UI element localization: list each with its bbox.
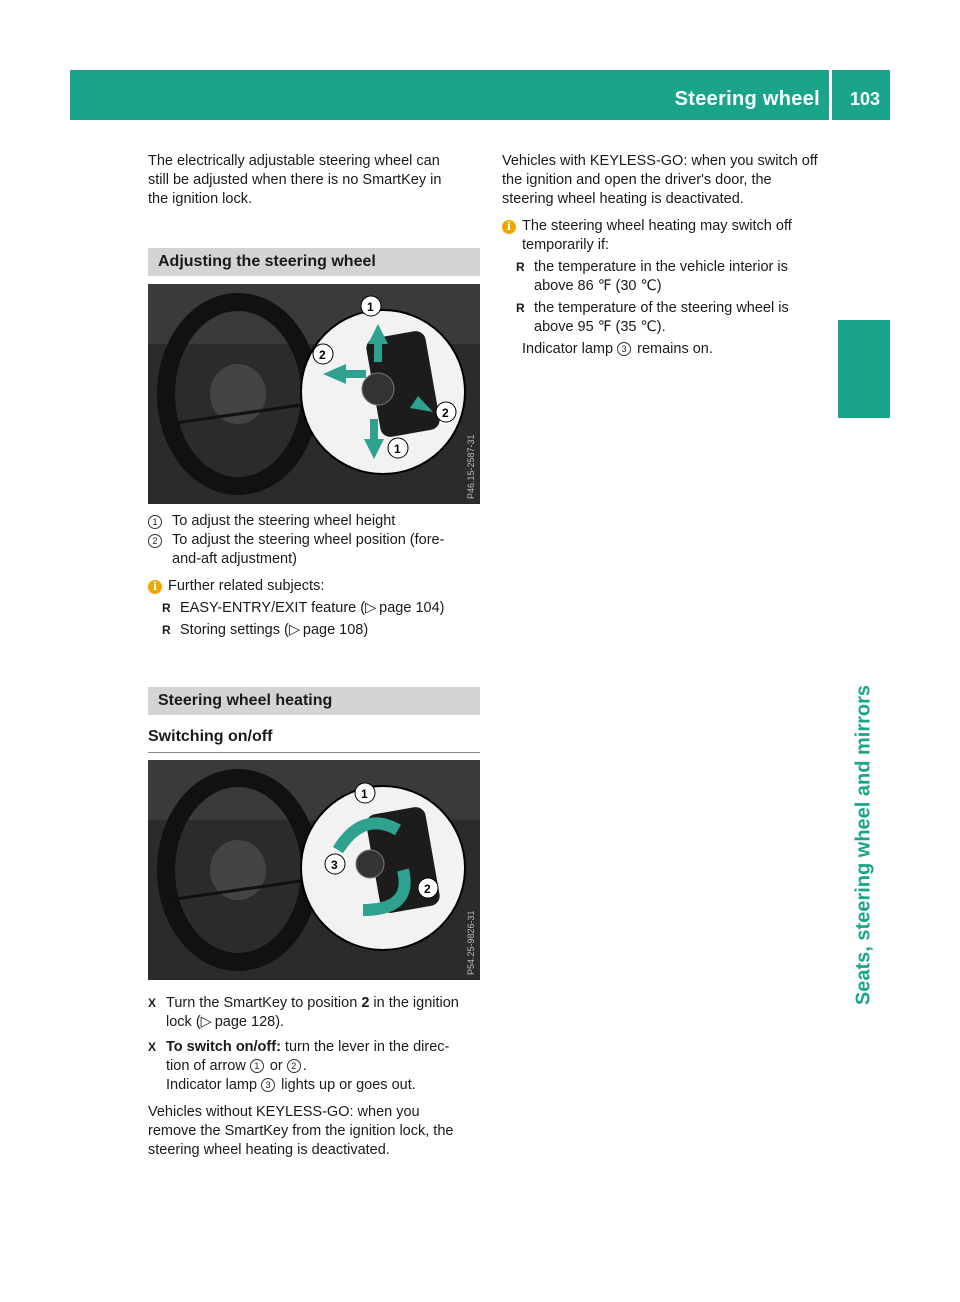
steering-heating-illustration [148,760,480,980]
step-text: turn the lever in the direc- [280,1039,450,1055]
steps-block [148,994,480,1160]
svg-text:2: 2 [442,406,449,420]
info-title: Further related subjects: [168,578,325,594]
instruction-step [148,1038,480,1095]
legend-item [148,512,480,531]
condition-text: the temperature in the vehicle interior is [534,259,788,275]
related-text: Storing settings ( [180,622,289,638]
intro-line: The electrically adjustable steering wheel can [148,153,440,169]
condition-text: the temperature of the steering wheel is [534,300,789,316]
intro-paragraph [148,152,480,209]
instruction-step [148,994,480,1032]
legend-text: To adjust the steering wheel position (fore- [172,532,445,548]
step-text: or [265,1058,287,1074]
keyless-line: the ignition and open the driver's door, the [502,172,772,188]
steering-adjust-illustration [148,284,480,504]
keyless-line: Vehicles with KEYLESS-GO: when you switch off [502,153,818,169]
svg-text:2: 2 [424,882,431,896]
figure-steering-heating [148,760,480,980]
step-text: Turn the SmartKey to position [166,995,362,1011]
legend-item [148,531,480,569]
indicator-note [502,340,834,359]
page-ref-arrow-icon: ▷ [365,600,377,616]
svg-text:3: 3 [331,858,338,872]
condition-item [516,299,834,337]
header-bar [70,70,890,120]
outro-paragraph [148,1103,480,1160]
related-text: EASY-ENTRY/EXIT feature ( [180,600,366,616]
header-title: Steering wheel [674,88,820,110]
callout-number: 3 [261,1078,275,1092]
outro-line: steering wheel heating is deactivated. [148,1142,390,1158]
svg-text:1: 1 [361,787,368,801]
step-text: . [302,1058,307,1074]
figure-code: P54.25-9826-31 [466,910,476,975]
svg-text:1: 1 [367,300,374,314]
indicator-text: remains on. [633,341,713,357]
keyless-paragraph [502,152,834,209]
page-number: 103 [849,89,880,109]
page-ref[interactable]: page 104) [379,600,445,616]
info-icon: i [502,220,516,234]
info-text: temporarily if: [522,237,610,253]
right-column [502,152,834,359]
callout-number: 1 [148,515,162,529]
page-ref[interactable]: page 128). [214,1014,285,1030]
step-text: Indicator lamp [166,1077,262,1093]
info-icon: i [148,580,162,594]
step-text: tion of arrow [166,1058,250,1074]
callout-number: 2 [287,1059,301,1073]
section-heading-heating: Steering wheel heating [148,687,480,715]
section-heading-adjusting: Adjusting the steering wheel [148,248,480,276]
step-bold: To switch on/off: [166,1039,281,1055]
svg-text:2: 2 [319,348,326,362]
intro-line: the ignition lock. [148,191,252,207]
figure-steering-adjust [148,284,480,504]
callout-number: 3 [617,342,631,356]
legend-text: and-aft adjustment) [172,551,297,567]
step-arrow-icon: X [148,1040,157,1054]
condition-text: above 95 ℉ (35 ℃). [534,319,666,335]
legend-text: To adjust the steering wheel height [172,513,396,529]
step-text: in the ignition [369,995,459,1011]
keyless-line: steering wheel heating is deactivated. [502,191,744,207]
step-bold: 2 [361,995,370,1011]
intro-line: still be adjusted when there is no SmartKey in [148,172,442,188]
indicator-text: Indicator lamp [522,341,618,357]
header-separator [829,70,832,120]
step-text: lock ( [166,1014,201,1030]
page-ref-arrow-icon: ▷ [288,622,300,638]
outro-line: remove the SmartKey from the ignition lock, the [148,1123,454,1139]
info-text: The steering wheel heating may switch off [522,218,792,234]
page-ref[interactable]: page 108) [302,622,369,638]
related-link-item[interactable] [162,621,480,640]
condition-text: above 86 ℉ (30 ℃) [534,278,662,294]
step-text: lights up or goes out. [277,1077,416,1093]
figure-code: P46.15-2587-31 [466,434,476,499]
step-arrow-icon: X [148,996,157,1010]
page-ref-arrow-icon: ▷ [200,1014,212,1030]
callout-number: 1 [250,1059,264,1073]
chapter-label: Seats, steering wheel and mirrors [852,684,875,1006]
subheading-switching: Switching on/off [148,727,480,753]
chapter-tab [838,320,890,418]
info-note [148,577,480,596]
condition-item [516,258,834,296]
outro-line: Vehicles without KEYLESS-GO: when you [148,1104,420,1120]
figure-legend [148,512,480,640]
info-note [502,217,834,255]
related-link-item[interactable] [162,599,480,618]
callout-number: 2 [148,534,162,548]
svg-text:1: 1 [394,442,401,456]
